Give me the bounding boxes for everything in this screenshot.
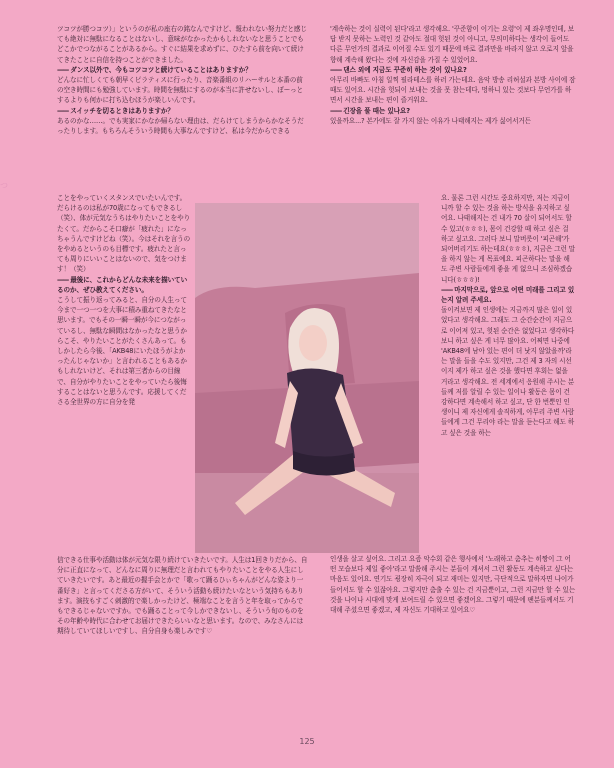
body-paragraph: ことをやっていくスタンスでいたいんです。だらけるのは私が70歳になってもできるし（笑）、体が元気なうちはやりたいことをやりたくて。だからこそ口癖が「疲れた」になっちゃうんですけどね（笑）。今はそれを言うのをやめるというのも目標です。疲れたと言っても周りにいいことはないので、気をつけます！（笑） — [57, 194, 191, 274]
question-dash: —— — [330, 106, 342, 115]
japanese-text-top — [57, 24, 309, 136]
question-heading — [57, 106, 309, 116]
korean-text-bottom — [330, 554, 576, 615]
question-heading — [441, 285, 576, 305]
question-heading — [57, 65, 309, 75]
body-paragraph: こうして振り返ってみると、自分の人生って今まで一つ一つを大事に積み重ねてきたなと思います。でもその一瞬一瞬が今につながっているし、無駄な瞬間はなかったなと思うからこそ、やりたいことがたくさんあって。もしかしたら今後、「AKB48にいたほうがよかったんじゃないか」と言われることもあるかもしれないけど、それは第三者からの目線で、自分がやりたいことをやっていたら後悔することはないと思うんです。応援してくださる全世界の方に自分を発 — [57, 296, 187, 407]
question-dash: —— — [330, 65, 342, 74]
question-dash: —— — [57, 65, 69, 74]
question-text: 긴장을 풀 때는 있나요? — [343, 106, 410, 115]
question-text: 댄스 외에 지금도 꾸준히 하는 것이 있나요? — [343, 65, 467, 74]
japanese-text-bottom — [57, 555, 309, 637]
body-paragraph: '계속하는 것이 실력이 된다'라고 생각해요. '꾸준함이 이기는 요령'이 제 좌우명인데, 보답 받지 못하는 노력인 것 같아도 절대 헛된 것이 아니고, 무의미하다는 생각이 들어도 다른 무언가의 결과로 이어질 수도 있기 때문에 바로 결과만을 바라지 않고 오로지 앞을 향해 계속해 왔다는 것에 자신감을 가질 수 있었어요. — [330, 25, 574, 64]
question-text: 最後に、これからどんな未来を描いているのか、ぜひ教えてください。 — [57, 275, 188, 294]
body-paragraph: どんなに忙しくても朝早くピラティスに行ったり、音楽番組のリハーサルと本番の前の空き時間にも勉強しています。時間を無駄にするのが本当に許せないし、ぼーっとするよりも何かに打ち込むほうが楽しいんです。 — [57, 76, 303, 105]
question-heading — [57, 275, 191, 295]
question-text: スイッチを切るときはありますか？ — [70, 106, 174, 115]
question-heading — [330, 106, 576, 116]
japanese-text-left — [57, 193, 191, 407]
question-heading — [330, 65, 576, 75]
question-text: 마지막으로, 앞으로 어떤 미래를 그리고 있는지 알려 주세요. — [441, 285, 575, 305]
korean-text-right — [441, 193, 576, 438]
body-paragraph: 있을까요...? 본가에도 잘 가지 않는 이유가 나태해지는 제가 싫어서거든 — [330, 116, 531, 125]
body-paragraph: 돌이켜보면 제 인생에는 지금까지 많은 일이 있었다고 생각해요. 그래도 그 순간순간이 지금으로 이어져 있고, 헛된 순간은 없었다고 생각하다 보니 하고 싶은 게 너무 많아요. 어쩌면 나중에 'AKB48에 남아 있는 편이 더 낫지 않았을까'라는 말을 들을 수도 있지만, 그건 제 3 자의 시선이지 제가 하고 싶은 것을 했다면 후회는 없을 거라고 생각해요. 전 세계에서 응원해 주시는 분들께 저를 알릴 수 있는 일이나 활동은 몸이 건강하다면 계속해서 하고 싶고, 단 한 번뿐인 인생이니 제 자신에게 솔직하게, 아무리 주변 사람들에게 그건 무리야 라는 말을 듣는다고 해도 하고 싶은 것을 하는 — [441, 306, 575, 437]
question-dash: —— — [441, 285, 453, 294]
question-dash: —— — [57, 275, 69, 284]
body-paragraph: あるのかな……。でも実家にかなか帰らない理由は、だらけてしまうからかなそうだったりします。もちろんそういう時間も大事なんですけど、私は今だからできる — [57, 116, 304, 136]
body-paragraph: 아무리 바빠도 아침 일찍 필라테스를 하러 가는데요. 음악 방송 리허설과 본방 사이에 잠 때도 있어요. 시간을 헛되이 보내는 것을 못 참는데다, 멍하니 있는 것보다 무언가를 하면서 시간을 보내는 편이 즐거워요. — [330, 76, 576, 105]
question-dash: —— — [57, 106, 69, 115]
ghost-text: つ — [0, 181, 8, 190]
page-number: 125 — [299, 737, 315, 746]
body-paragraph: 요. 물론 그런 시간도 중요하지만, 저는 지금이니까 할 수 있는 것을 하는 방식을 유지하고 싶어요. 나태해지는 건 내가 70 살이 되어서도 할 수 있고(ㅎㅎㅎ), 몸이 건강할 때 하고 싶은 걸 하고 싶고요. 그러다 보니 말버릇이 '피곤해'가 되어버리기도 하는데요(ㅎㅎㅎ), 지금은 그런 말을 하지 않는 게 목표예요. 피곤하다는 말을 해도 주변 사람들에게 좋을 게 없으니 조심하겠습니다(ㅎㅎㅎ)! — [441, 194, 576, 284]
portrait-photo — [195, 203, 419, 553]
body-paragraph: ツコツが勝つコツ）」というのが私の座右の銘なんですけど、報われない努力だと感じても絶対に無駄になることはないし、意味がなかったかもしれないなと思うことでもどこかでつながることがあるから。すぐに結果を求めずに、ひたすら前を向いて続けてきたことに自信を持つことができました。 — [57, 25, 307, 64]
question-text: ダンス以外で、今もコツコツと続けていることはありますか？ — [70, 65, 252, 74]
body-paragraph: 信できる仕事や活動は体が元気な限り続けていきたいです。人生は1回きりだから、自分に正直になって、どんなに周りに無理だと言われてもやりたいことをやる人生にしていきたいです。あと最近の握手会とかで「歌って踊るひぃちゃんがどんな姿より一番好き」と言ってくださる方がいて、そういう活動も続けたいなという気持ちもあります。演技もすごく刺激的で楽しかったけど、極端なことを言うと年を取ってからでもできるじゃないですか。でも踊ることって今しかできないし、そういう旬のものをその年齢や時代に合わせてお届けできたらいいなと思います。なので、みなさんには期待していてほしいですし、自分自身も楽しみです♡ — [57, 556, 308, 636]
photo-illustration — [195, 203, 419, 553]
body-paragraph: 인생을 살고 싶어요. 그리고 요즘 악수회 같은 행사에서 '노래하고 춤추는 히짱이 그 어떤 모습보다 제일 좋아'라고 말씀해 주시는 분들이 계셔서 그런 활동도 계속하고 싶다는 마음도 있어요. 연기도 굉장히 자극이 되고 재미는 있지만, 극단적으로 말하자면 나이가 들어서도 할 수 있잖아요. 그렇지만 춤출 수 있는 건 지금뿐이고, 그런 지금만 할 수 있는 것을 나이나 시대에 맞게 보여드릴 수 있으면 좋겠어요. 그렇기 때문에 팬분들께서도 기대해 주셨으면 좋겠고, 제 자신도 기대하고 있어요♡ — [330, 555, 576, 615]
korean-text-top — [330, 24, 576, 126]
